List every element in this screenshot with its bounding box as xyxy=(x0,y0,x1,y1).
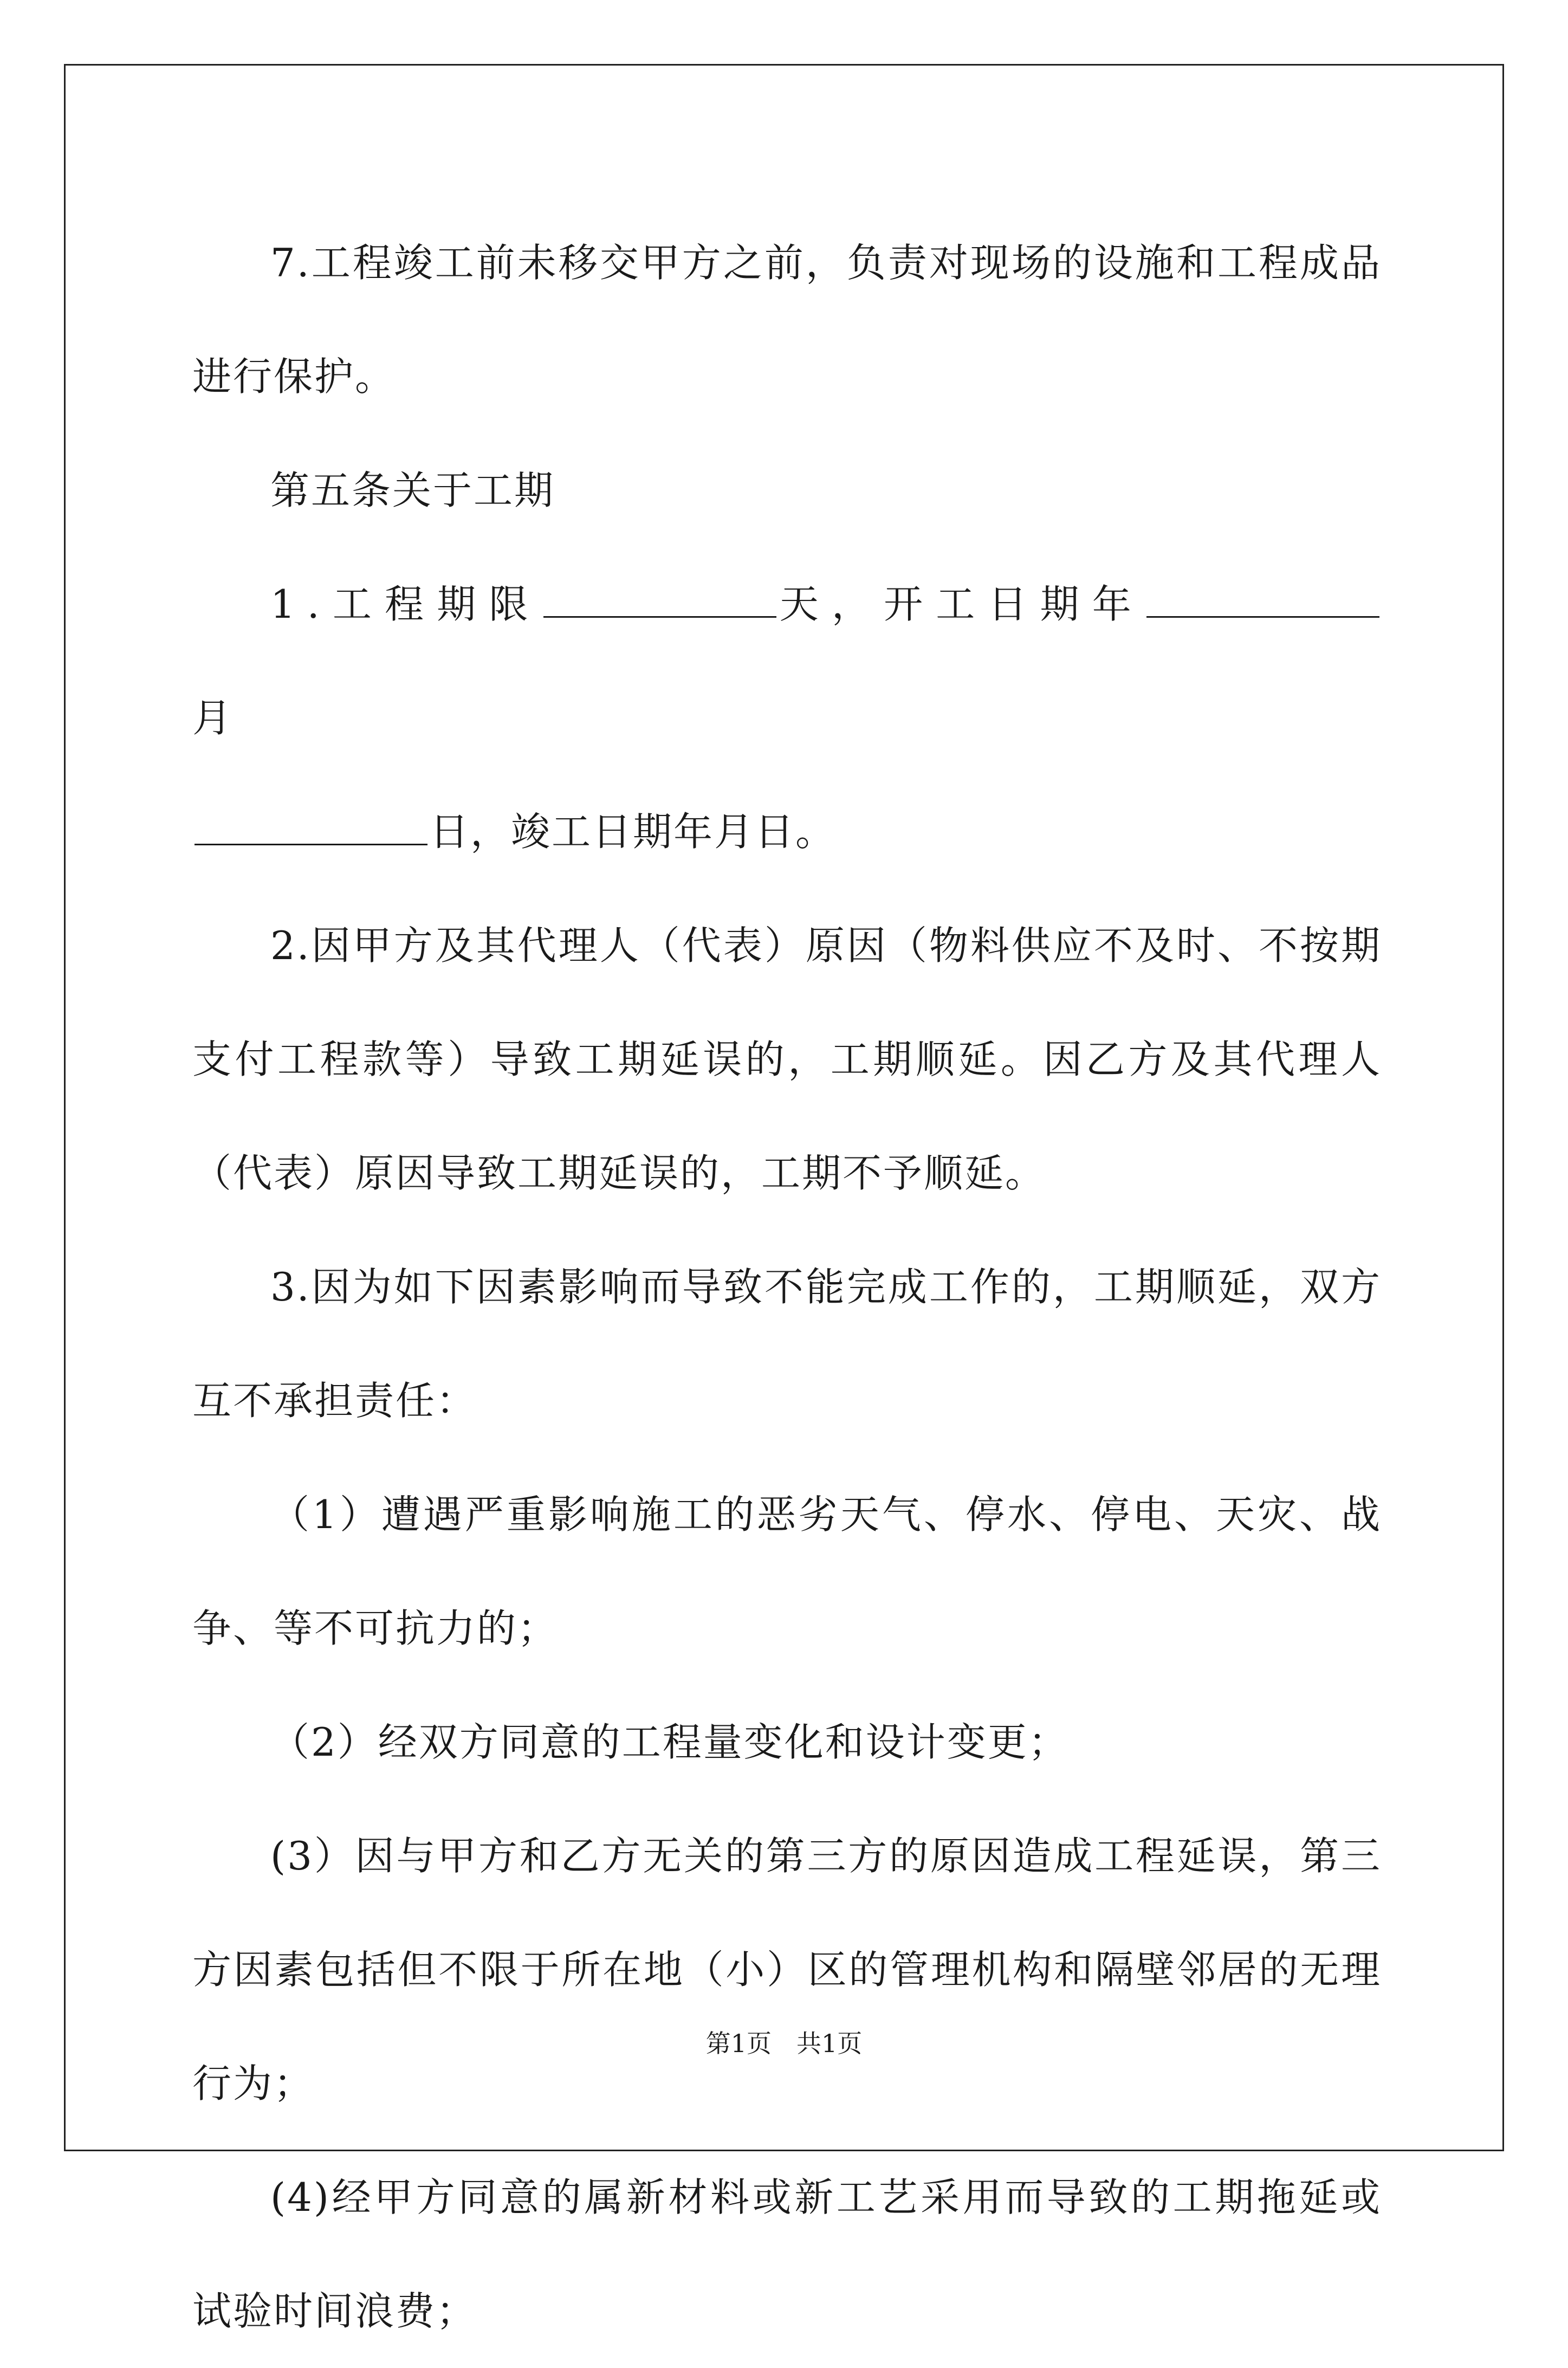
page-footer: 第1页 共1页 xyxy=(705,2029,863,2058)
paragraph-1-duration xyxy=(192,547,1382,775)
duration-label: 1.工程期限 xyxy=(270,581,541,627)
item-4-new-materials: (4)经甲方同意的属新材料或新工艺采用而导致的工期拖延或试验时间浪费； xyxy=(192,2175,1382,2334)
month-label: 月 xyxy=(192,695,244,741)
paragraph-7-protection: 7.工程竣工前未移交甲方之前，负责对现场的设施和工程成品进行保护。 xyxy=(192,240,1382,399)
days-blank[interactable] xyxy=(543,584,776,618)
item-1-weather: （1）遭遇严重影响施工的恶劣天气、停水、停电、天灾、战争、等不可抗力的； xyxy=(192,1492,1382,1651)
paragraph-1-duration-cont xyxy=(192,775,1382,889)
paragraph-3-force-majeure: 3.因为如下因素影响而导致不能完成工作的，工期顺延，双方互不承担责任： xyxy=(192,1264,1382,1424)
month-blank[interactable] xyxy=(1146,584,1379,618)
item-3-third-party: (3）因与甲方和乙方无关的第三方的原因造成工程延误，第三方因素包括但不限于所在地（小）区的管理机构和隔壁邻居的无理行为； xyxy=(192,1833,1382,2106)
start-date-label: 天，开工日期年 xyxy=(778,581,1144,627)
completion-date-label: 日，竣工日期年月日。 xyxy=(430,809,837,855)
paragraph-2-delay-party-a: 2.因甲方及其代理人（代表）原因（物料供应不及时、不按期支付工程款等）导致工期延误的，工期顺延。因乙方及其代理人（代表）原因导致工期延误的，工期不予顺延。 xyxy=(192,923,1382,1196)
day-blank[interactable] xyxy=(195,811,427,845)
section-heading-article-5: 第五条关于工期 xyxy=(270,468,555,513)
item-2-design-change: （2）经双方同意的工程量变化和设计变更； xyxy=(270,1719,1069,1765)
